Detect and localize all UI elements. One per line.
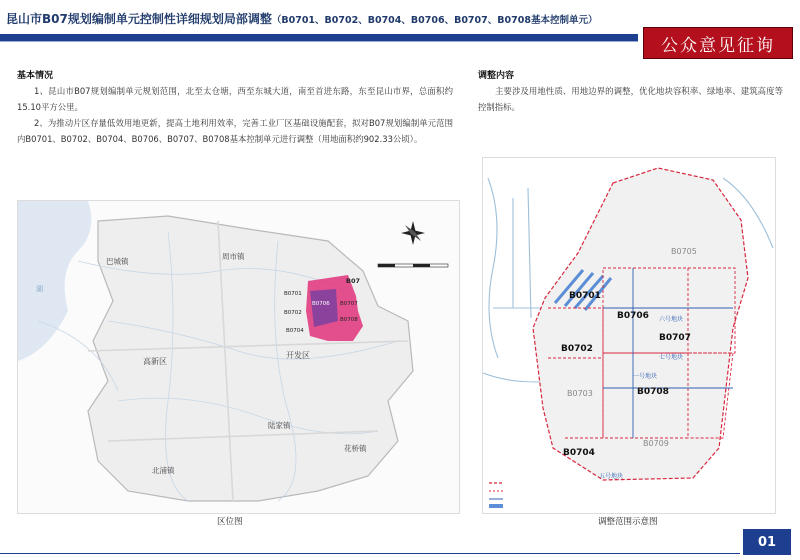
map-label-b0705: B0705 bbox=[671, 247, 697, 256]
unit-label-b0704: B0704 bbox=[286, 328, 304, 334]
header-bar-thin bbox=[0, 41, 638, 42]
map-label-b0704: B0704 bbox=[563, 448, 595, 458]
section-heading-adjust: 调整内容 bbox=[478, 71, 515, 81]
unit-label-b07: B07 bbox=[346, 277, 360, 285]
page-title bbox=[6, 10, 597, 27]
map-label-b0703: B0703 bbox=[567, 389, 593, 398]
map-road-label-7: 七号地块 bbox=[659, 354, 684, 361]
map-label-b0708: B0708 bbox=[637, 387, 669, 397]
lake-label: 湖 bbox=[36, 285, 43, 293]
map-road-label-5: 五号地块 bbox=[599, 473, 624, 480]
town-label-zhoushi: 周市镇 bbox=[222, 252, 245, 261]
unit-label-b0706: B0706 bbox=[312, 301, 330, 307]
location-map bbox=[17, 200, 460, 514]
adjust-para: 主要涉及用地性质、用地边界的调整，优化地块容积率、绿地率、建筑高度等控制指标。 bbox=[478, 86, 783, 112]
map-label-b0702: B0702 bbox=[561, 344, 593, 354]
map-road-label-1: 一号地块 bbox=[633, 373, 658, 380]
town-label-huaqiao: 花桥镇 bbox=[344, 444, 367, 453]
map-label-b0707: B0707 bbox=[659, 333, 691, 343]
basic-para-2: 2、为推动片区存量低效用地更新，提高土地利用效率，完善工业厂区基础设施配套，拟对B07规划编制单元范围内B0701、B0702、B0704、B0706、B0707、B0708基本控制单元进行调整（用地面积约902.33公顷）。 bbox=[17, 118, 453, 144]
town-label-lujia: 陆家镇 bbox=[268, 421, 291, 430]
title-unit-codes: （B0701、B0702、B0704、B0706、B0707、B0708基本控制单元） bbox=[271, 15, 598, 26]
adjustment-map bbox=[482, 157, 776, 514]
b07-adjust-area bbox=[310, 289, 338, 327]
location-map-svg bbox=[18, 201, 459, 513]
map-label-b0709: B0709 bbox=[643, 439, 669, 448]
town-label-beipu: 北浦镇 bbox=[152, 466, 175, 475]
map-label-b0706: B0706 bbox=[617, 311, 649, 321]
unit-label-b0701: B0701 bbox=[284, 291, 302, 297]
map-road-label-6: 六号地块 bbox=[659, 316, 684, 323]
map-label-b0701: B0701 bbox=[569, 291, 601, 301]
district-label-gaoxin: 高新区 bbox=[143, 357, 167, 366]
district-label-kaifa: 开发区 bbox=[286, 351, 310, 360]
page-number: 01 bbox=[743, 529, 791, 555]
section-heading-basic: 基本情况 bbox=[17, 71, 54, 81]
scale-bar bbox=[378, 264, 448, 267]
adjustment-map-caption: 调整范围示意图 bbox=[598, 517, 658, 527]
header-bar bbox=[0, 34, 638, 41]
location-map-caption: 区位图 bbox=[217, 517, 243, 527]
footer-line bbox=[0, 553, 740, 554]
basic-para-1: 1、昆山市B07规划编制单元规划范围，北至太仓塘，西至东城大道，南至首进东路，东至昆山市界，总面积约15.10平方公里。 bbox=[17, 86, 453, 112]
notice-badge: 公众意见征询 bbox=[643, 27, 793, 59]
unit-label-b0708: B0708 bbox=[340, 317, 358, 323]
town-label-bacheng: 巴城镇 bbox=[106, 257, 129, 266]
title-text: 昆山市B07规划编制单元控制性详细规划局部调整 bbox=[6, 12, 272, 26]
unit-label-b0702: B0702 bbox=[284, 310, 302, 316]
unit-label-b0707: B0707 bbox=[340, 301, 358, 307]
adjustment-map-svg bbox=[483, 158, 775, 513]
